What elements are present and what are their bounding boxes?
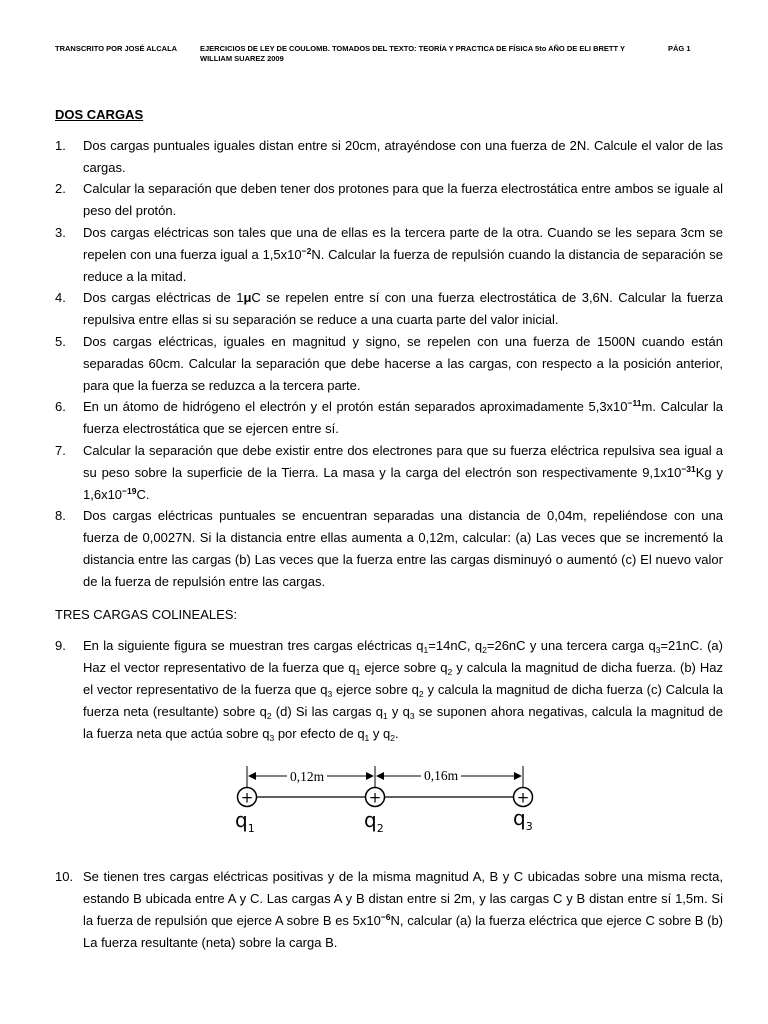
problem-number: 7. bbox=[55, 442, 66, 458]
subscript: 2 bbox=[418, 688, 424, 699]
problem-2 bbox=[55, 178, 723, 222]
section-title-tres-cargas: TRES CARGAS COLINEALES: bbox=[55, 606, 238, 622]
header-title-line1: EJERCICIOS DE LEY DE COULOMB. TOMADOS DEL TEXTO: TEORÍA Y PRACTICA DE FÍSICA 5to AÑO DE ELI BRETT Y bbox=[200, 44, 626, 53]
subscript: 1 bbox=[355, 667, 361, 678]
problem-text: Dos cargas eléctricas son tales que una de ellas es la tercera parte de la otra. Cuando se les separa 3cm se repelen con una fuerza igual a 1,5x10 bbox=[83, 224, 723, 262]
plus-sign-q3: + bbox=[516, 788, 530, 807]
problem-text: N. Calcular la fuerza de repulsión cuando la distancia de separación se reduce a la mitad. bbox=[83, 246, 723, 284]
micro-symbol: μ bbox=[243, 290, 252, 306]
problem-7 bbox=[55, 440, 723, 505]
subscript: 1 bbox=[382, 710, 388, 721]
exponent: −2 bbox=[301, 245, 312, 256]
charge-label-q1 bbox=[235, 808, 255, 836]
problem-number: 8. bbox=[55, 508, 66, 524]
charge-subscript: 2 bbox=[376, 822, 384, 836]
problem-8 bbox=[55, 505, 723, 592]
problem-text: (d) Si las cargas q bbox=[271, 703, 383, 719]
problem-list-2 bbox=[55, 635, 723, 744]
problem-text: Calcular la separación que deben tener dos protones para que la fuerza electrostática entre ambos se iguale al peso del protón. bbox=[83, 181, 723, 219]
header-author: TRANSCRITO POR JOSÉ ALCALA bbox=[55, 44, 178, 53]
charge-subscript: 3 bbox=[525, 820, 533, 834]
header-title bbox=[200, 44, 640, 64]
charge-letter: q bbox=[513, 806, 526, 831]
distance-label-2: 0,16m bbox=[421, 765, 461, 787]
problem-9 bbox=[55, 635, 723, 744]
problem-text: En un átomo de hidrógeno el electrón y el protón están separados aproximadamente 5,3x10 bbox=[83, 399, 628, 415]
problem-text: Se tienen tres cargas eléctricas positivas y de la misma magnitud A, B y C ubicadas sobre una misma recta, estando B ubicada entre A y C. Las cargas A y B distan entre si 2m, y las cargas C y B distan entre sí 1,5m. Si la fuerza de repulsión que ejerce A sobre B es 5x10 bbox=[83, 869, 723, 928]
problem-number: 10. bbox=[55, 869, 74, 885]
subscript: 3 bbox=[269, 732, 275, 743]
problem-text: Calcular la separación que debe existir entre dos electrones para que su fuerza eléctrica repulsiva sea igual a su peso sobre la superficie de la Tierra. La masa y la carga del electrón son respectivamente 9,1x10 bbox=[83, 442, 723, 480]
charge-label-q3 bbox=[513, 806, 533, 834]
subscript: 1 bbox=[423, 645, 429, 656]
problem-text: ejerce sobre q bbox=[332, 681, 419, 697]
problem-text: y q bbox=[369, 725, 391, 741]
section-title-dos-cargas: DOS CARGAS bbox=[55, 107, 144, 122]
subscript: 2 bbox=[266, 710, 272, 721]
document-body bbox=[55, 104, 723, 954]
problem-3 bbox=[55, 222, 723, 287]
exponent: −11 bbox=[627, 398, 642, 409]
problem-text: C se repelen entre sí con una fuerza electrostática de 3,6N. Calcular la fuerza repulsiva entre ellas si su separación se reduce a una cuarta parte del valor inicial. bbox=[83, 290, 723, 328]
distance-label-1: 0,12m bbox=[287, 766, 327, 788]
subscript: 2 bbox=[390, 732, 395, 743]
subscript: 3 bbox=[327, 688, 333, 699]
subscript: 3 bbox=[655, 645, 661, 656]
problem-text: por efecto de q bbox=[274, 725, 365, 741]
exponent: −19 bbox=[122, 485, 137, 496]
problem-number: 2. bbox=[55, 181, 66, 197]
plus-sign-q1: + bbox=[240, 788, 254, 807]
problem-text: ejerce sobre q bbox=[360, 660, 448, 676]
subscript: 1 bbox=[364, 732, 370, 743]
problem-text: =21nC. (a) Haz el vector representativo de la fuerza que q bbox=[83, 638, 723, 676]
problem-text: Dos cargas eléctricas puntuales se encuentran separadas una distancia de 0,04m, repeliéndose con una fuerza de 0,0027N. Si la distancia entre ellas aumenta a 0,12m, calcular: (a) Las veces que se incrementó la distancia entre las cargas (b) Las veces que la fuerza entre las cargas disminuyó o aumentó (c) El nuevo valor de la fuerza de repulsión entre las cargas. bbox=[83, 508, 723, 589]
problem-list-1 bbox=[55, 135, 723, 593]
problem-number: 9. bbox=[55, 638, 66, 654]
problem-text: y calcula la magnitud de dicha fuerza. (b) Haz el vector representativo de la fuerza que q bbox=[83, 660, 723, 697]
problem-text: Dos cargas eléctricas, iguales en magnitud y signo, se repelen con una fuerza de 1500N cuando están separadas 60cm. Calcular la separación que debe hacerse a las cargas, con respecto a la posición anterior, para que la fuerza se reduzca a la tercera parte. bbox=[83, 333, 723, 393]
problem-list-3 bbox=[55, 866, 723, 953]
charge-letter: q bbox=[364, 808, 377, 833]
subscript: 2 bbox=[482, 645, 487, 656]
problem-5 bbox=[55, 331, 723, 396]
problem-4 bbox=[55, 287, 723, 331]
problem-number: 6. bbox=[55, 399, 66, 415]
problem-1 bbox=[55, 135, 723, 179]
problem-text: Dos cargas eléctricas de 1 bbox=[83, 290, 244, 306]
header-title-line2: WILLIAM SUAREZ 2009 bbox=[200, 54, 284, 63]
charge-label-q2 bbox=[364, 808, 384, 836]
problem-text: se suponen ahora negativas, calcula la magnitud de la fuerza neta que actúa sobre q bbox=[83, 703, 723, 741]
problem-number: 1. bbox=[55, 137, 66, 153]
problem-text: Dos cargas puntuales iguales distan entre si 20cm, atrayéndose con una fuerza de 2N. Calcule el valor de las cargas. bbox=[83, 137, 723, 175]
problem-text: C. bbox=[136, 486, 150, 502]
charges-diagram bbox=[55, 760, 723, 852]
plus-sign-q2: + bbox=[368, 788, 382, 807]
exponent: −31 bbox=[681, 463, 696, 474]
subscript: 2 bbox=[447, 667, 453, 678]
charges-figure bbox=[55, 760, 723, 852]
problem-number: 5. bbox=[55, 333, 66, 349]
exponent: −6 bbox=[380, 911, 391, 922]
problem-6 bbox=[55, 396, 723, 440]
problem-text: =26nC y una tercera carga q bbox=[486, 638, 656, 654]
charge-letter: q bbox=[235, 808, 248, 833]
problem-10 bbox=[55, 866, 723, 953]
problem-text: Kg y 1,6x10 bbox=[83, 464, 723, 502]
problem-text: . bbox=[394, 725, 399, 741]
subscript: 3 bbox=[409, 710, 415, 721]
problem-text: y calcula la magnitud de dicha fuerza (c) Calcula la fuerza neta (resultante) sobre q bbox=[83, 681, 723, 719]
problem-number: 3. bbox=[55, 224, 66, 240]
header-page-number: PÁG 1 bbox=[668, 44, 691, 53]
charge-subscript: 1 bbox=[247, 822, 255, 836]
problem-number: 4. bbox=[55, 290, 66, 306]
problem-text: =14nC, q bbox=[428, 638, 483, 654]
problem-text: N, calcular (a) la fuerza eléctrica que ejerce C sobre B (b) La fuerza resultante (neta) sobre la carga B. bbox=[83, 912, 724, 950]
problem-text: m. Calcular la fuerza electrostática que se ejercen entre sí. bbox=[83, 399, 724, 437]
problem-text: En la siguiente figura se muestran tres cargas eléctricas q bbox=[83, 638, 424, 654]
problem-text: y q bbox=[387, 703, 410, 719]
